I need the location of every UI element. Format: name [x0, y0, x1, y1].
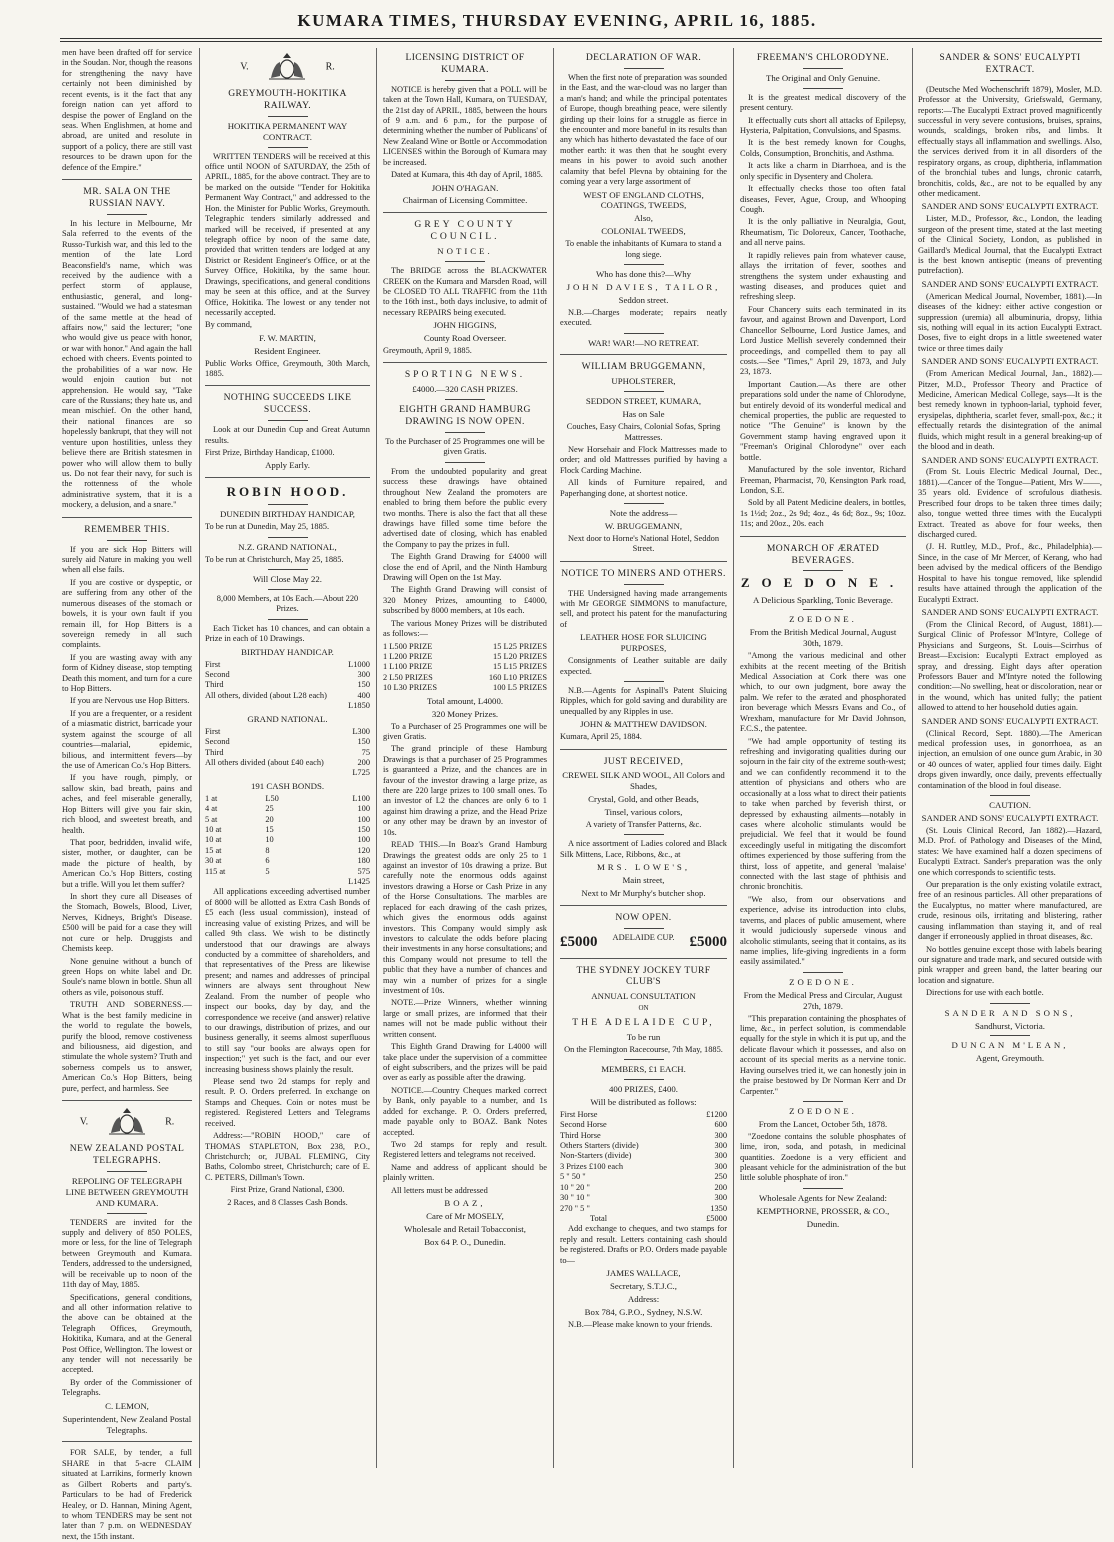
column-1	[62, 48, 192, 1541]
ad-title: ROBIN HOOD.	[226, 484, 349, 500]
notice-subtitle: HOKITIKA PERMANENT WAY CONTRACT.	[227, 120, 348, 142]
header-rule-2	[60, 41, 1102, 42]
signature: JOHN HIGGINS,	[433, 320, 497, 331]
table-row: 1 L500 PRIZE 15 L25 PRIZES	[383, 641, 547, 651]
column-4: DECLARATION OF WAR. When the first note of preparation was sounded in the East, and the war-cloud was no larger than a man's hand; and while the principal potentates of Europe, though breathing peace, were silently girding up their loins for a struggle as fierce in the encounter and more baneful in its results than any which has hitherto devastated the face of our mother earth: it was then that he sought every means in his power to avoid such another calamity that befel Plevna by obtaining for the coming year a very large assortment of WEST OF ENGLAND CLOTHS, COATINGS, TWEEDS, Also, COLONIAL TWEEDS, To enable the inhabitants of Kumara to stand a long siege. Who has done this?—Why JOHN DAVIES, TAILOR, Seddon street. N.B.—Charges moderate; repairs neatly executed. WAR! WAR!—NO RETREAT. WILLIAM BRUGGEMANN, UPHOLSTERER, SEDDON STREET, KUMARA, Has on Sale Couches, Easy Chairs, Colonial Sofas, Spring Mattresses. New Horsehair and Flock Mattresses made to order; and old Mattresses purified by having a Flock Carding Machine. All kinds of Furniture repaired, and Paperhanging done, at shortest notice. Note the address— W. BRUGGEMANN, Next door to Horne's National Hotel, Seddon Street. NOTICE TO MINERS AND OTHERS. THE Undersigned having made arrangements with Mr GEORGE SIMMONS to manufacture, sell, and protect his patent for the manufacturing of LEATHER HOSE FOR SLUICING PURPOSES, Consignments of Leather suitable are daily expected. N.B.—Agents for Aspinall's Patent Sluicing Ripples, which for gold saving and durability are unequalled by any Ripples in use. JOHN & MATTHEW DAVIDSON. Kumara, April 25, 1884. JUST RECEIVED, CREWEL SILK AND WOOL, All Colors and Shades, Crystal, Gold, and other Beads, Tinsel, various colors, A variety of Transfer Patterns, &c. A nice assortment of Ladies colored and Black Silk Mittens, Lace, Ribbons, &c., at MRS. LOWE'S, Main street, Next to Mr Murphy's butcher shop. NOW OPEN. £5000 ADELAIDE CUP. £5000 THE SYDNEY JOCKEY TURF CLUB'S ANNUAL CONSULTATION ON THE ADELAIDE CUP, To be run On the Flemington Racecourse, 7th May, 1885. MEMBERS, £1 EACH. 400 PRIZES, £400. Will be distributed as follows: First Horse £1200 Second Horse 600 Third Horse 300 Others Starters (divide) 300 Non-Starters (divide) 300 3 Prizes £100 each 300 5 " 50 " 250 10 " 20 " 200 30 " 10 " 300 270 " 5 " 1350 Total £5000 Add exchange to cheques, and two stamps for reply and result. Letters containing cash should be registered. Drafts or P.O. Orders made payable to— JAMES WALLACE, Secretary, S.T.J.C., Address: Box 784, G.P.O., Sydney, N.S.W. N.B.—Please make known to your friends.	[560, 52, 727, 1329]
cash-bonds-table	[205, 794, 370, 888]
table-row: Third 75	[205, 747, 370, 757]
table-row: Non-Starters (divide) 300	[560, 1151, 727, 1161]
table-row: 5 at 20 100	[205, 814, 370, 824]
notice-body: TENDERS are invited for the supply and delivery of 850 POLES, more or less, for the line of Telegraph between Greymouth and Kumara. Tenders, addressed to the undersigned, will be receivable up to noon of the 11th day of May, 1885.	[62, 1217, 192, 1290]
ad-paragraph: TRUTH AND SOBERNESS.—What is the best family medicine in the world to regulate the bowels, purify the blood, remove costiveness and biliousness, aid digestion, and stimulate the whole system? Truth and soberness compels us to answer, American Co.'s Hop Bitters, being pure, perfect, and harmless. See	[62, 1000, 192, 1093]
table-row: 270 " 5 " 1350	[560, 1203, 727, 1213]
notice-title: LICENSING DISTRICT OF KUMARA.	[405, 52, 525, 75]
ad-paragraph: In short they cure all Diseases of the Stomach, Bowels, Blood, Liver, Nerves, Kidneys, Bright's Disease. £500 will be paid for a case they will not cure or help. Druggists and Chemists keep.	[62, 892, 192, 954]
column-divider	[733, 48, 734, 1468]
table-row: 10 " 20 " 200	[560, 1182, 727, 1192]
table-row: 30 " 10 " 300	[560, 1193, 727, 1203]
ad-title: SANDER & SONS' EUCALYPTI EXTRACT.	[939, 52, 1081, 75]
table-row: 1 L100 PRIZE 15 L15 PRIZES	[383, 662, 547, 672]
zoedone-banner: ZOEDONE.	[740, 575, 906, 591]
royal-crest: V. R.	[62, 1107, 192, 1137]
ad-paragraph: If you are wasting away with any form of Kidney disease, stop tempting Death this moment, and turn for a cure to Hop Bitters.	[62, 652, 192, 694]
royal-crest: V. R.	[205, 52, 370, 82]
table-total: L725	[352, 768, 370, 778]
table-row: Second 150	[205, 737, 370, 747]
table-heading: GRAND NATIONAL.	[247, 713, 328, 724]
royal-arms-icon	[105, 1107, 149, 1137]
notice-body: By order of the Commissioner of Telegraphs.	[62, 1377, 192, 1398]
table-heading: 191 CASH BONDS.	[250, 780, 325, 791]
ad-paragraph: None genuine without a bunch of green Hops on white label and Dr. Soule's name blown in bottle. Shun all others as vile, poisonous stuff.	[62, 956, 192, 997]
ad-title: SPORTING NEWS.	[404, 369, 526, 381]
notice-body: Specifications, general conditions, and all other information relative to the above can be obtained at the Telegraph Offices, Greymouth, Hokitika, Kumara, and at the General Post Office, Wellington. The lowest or any tender will not necessarily be accepted.	[62, 1292, 192, 1375]
column-divider	[553, 48, 554, 1468]
advertiser-name: MRS. LOWE'S,	[596, 862, 691, 873]
column-3: LICENSING DISTRICT OF KUMARA. NOTICE is hereby given that a POLL will be taken at the Town Hall, Kumara, on TUESDAY, the 21st day of APRIL, 1885, between the hours of 9 a.m. and 6 p.m., for the purpose of determining whether the number of Publicans' of New Zealand Wine or Bottle or Accommodation LICENSES within the Borough of Kumara may be increased. Dated at Kumara, this 4th day of April, 1885. JOHN O'HAGAN. Chairman of Licensing Committee. GREY COUNTY COUNCIL. NOTICE. The BRIDGE across the BLACKWATER CREEK on the Kumara and Marsden Road, will be CLOSED TO ALL TRAFFIC from the 11th to the 16th inst., both days inclusive, to admit of necessary REPAIRS being executed. JOHN HIGGINS, County Road Overseer. Greymouth, April 9, 1885. SPORTING NEWS. £4000.—320 CASH PRIZES. EIGHTH GRAND HAMBURG DRAWING IS NOW OPEN. To the Purchaser of 25 Programmes one will be given Gratis. From the undoubted popularity and great success these drawings have obtained throughout New Zealand the promoters are enabled to bring them before the public every two months. There is also the fact that all these drawings have filled some time before the advertised date of closing, which has enabled the Company to pay the prizes in full. The Eighth Grand Drawing for £4000 will close the end of April, and the Ninth Hamburg Drawing will Open on the 1st May. The Eighth Grand Drawing will consist of 320 Money Prizes, amounting to £4000, subscribed by 8000 members, at 10s each. The various Money Prizes will be distributed as follows:— 1 L500 PRIZE 15 L25 PRIZES 1 L200 PRIZE 15 L20 PRIZES 1 L100 PRIZE 15 L15 PRIZES 2 L50 PRIZES 160 L10 PRIZES 10 L30 PRIZES 100 L5 PRIZES Total amount, L4000. 320 Money Prizes. To a Purchaser of 25 Programmes one will be given Gratis. The grand principle of these Hamburg Drawings is that a purchaser of 25 Programmes is guaranteed a Prize, and the chances are in favour of the investor drawing a large prize, as there are 220 large prizes to 100 small ones. To an investor of L2 the chances are only 6 to 1 against him drawing a prize, and the Head Prize or any other may be drawn by an investor of 10s. READ THIS.—In Boaz's Grand Hamburg Drawings the greatest odds are only 25 to 1 against an investor of 10s drawing a prize. But carefully note the enormous odds against investors drawing a Horse or Cash Prize in any of the Horse Consultations. The marbles are replaced for each drawing of the cash prizes, which gives the enormous odds against investors. This Company would simply ask investors to calculate the odds before placing their investments in any horse consultations; and this Company would not presume to tell the public that they have a number of chances and may win a number of prizes for a single investment of 10s. NOTE.—Prize Winners, whether winning large or small prizes, are informed that their names will not be made public without their written consent. This Eighth Grand Drawing for L4000 will take place under the supervision of a committee of eight subscribers, and the prizes will be paid over as early as possible after the drawing. NOTICE.—Country Cheques marked correct by Bank, only payable to a number, and 1s added for exchange. P. O. Orders preferred, made payable only to BOAZ. Bank Notes accepted. Two 2d stamps for reply and result. Registered letters and telegrams not received. Name and address of applicant should be plainly written. All letters must be addressed BOAZ, Care of Mr MOSELY, Wholesale and Retail Tobacconist, Box 64 P. O., Dunedin.	[383, 52, 547, 1247]
signature: JOHN & MATTHEW DAVIDSON.	[580, 719, 707, 730]
table-row: Second 300	[205, 670, 370, 680]
table-total: L1425	[348, 877, 370, 887]
table-total: Total £5000	[590, 1214, 727, 1224]
ad-title: WILLIAM BRUGGEMANN,	[581, 361, 706, 373]
ad-paragraph: If you are Nervous use Hop Bitters.	[70, 696, 190, 706]
table-row: First L1000	[205, 659, 370, 669]
ad-title: NOTHING SUCCEEDS LIKE SUCCESS.	[223, 392, 352, 416]
table-heading: BIRTHDAY HANDICAP.	[241, 646, 334, 657]
article-title: MR. SALA ON THE RUSSIAN NAVY.	[83, 186, 171, 209]
table-row: Third Horse 300	[560, 1130, 727, 1140]
royal-arms-icon	[265, 52, 309, 82]
column-2: V. R. GREYMOUTH-HOKITIKA RAILWAY. HOKITIKA PERMANENT WAY CONTRACT. WRITTEN TENDERS will be received at this office until NOON of SATURDAY, the 25th of APRIL, 1885, for the above contract. They are to be marked on the outside "Tender for Hokitika Permanent Way Contract," and addressed to the Hon. the Minister for Public Works, Greymouth. Telegraphic tenders similarly addressed and marked will be received, if presented at any telegraph office by noon of the same date, provided that written tenders are lodged at any District or Resident Engineer's Office, or at the Survey Office, Hokitika, by the same hour. Drawings, specifications, and general conditions may be seen at this office, and at the Survey Office, Hokitika. The lowest or any tender not necessarily accepted. By command, F. W. MARTIN, Resident Engineer. Public Works Office, Greymouth, 30th March, 1885. NOTHING SUCCEEDS LIKE SUCCESS. Look at our Dunedin Cup and Great Autumn results. First Prize, Birthday Handicap, £1000. Apply Early. ROBIN HOOD. DUNEDIN BIRTHDAY HANDICAP, To be run at Dunedin, May 25, 1885. N.Z. GRAND NATIONAL, To be run at Christchurch, May 25, 1885. Will Close May 22. 8,000 Members, at 10s Each.—About 220 Prizes. Each Ticket has 10 chances, and can obtain a Prize in each of 10 Drawings. BIRTHDAY HANDICAP. First L1000 Second 300 Third 150 All others, divided (about L28 each) 400 L1850 GRAND NATIONAL. First L300 Second 150 Third 75 All others divided (about £40 each) 200 L725 191 CASH BONDS. 1 at L50 L100 4 at 25 100 5 at 20 100 10 at 15 150 10 at 10 100 15 at 8 120 30 at 6 180 115 at 5 575 L1425 All applications exceeding advertised number of 8000 will be allotted as Extra Cash Bonds of £5 each (less usual commission), instead of increasing value of existing Prizes, and will be called 9th class. We wish to be distinctly understood that our drawings are always conducted by a committee of shareholders, and that representatives of the Press are likewise present; and names and addresses of principal winners are always sent throughout New Zealand. From the number of people who inspect our books, day by day, and the correspondence we receive (and answer) relative to our drawings, distribution of prizes, and our business generally, it seems almost superfluous to still say "our books are always open for inspection;" yet such is the fact, and our ever increasing business shows plainly the result. Please send two 2d stamps for reply and result. P. O. Orders preferred. In exchange on Stamps and Cheques. Coin or notes must be registered. Registered Letters and Telegrams received. Address:—"ROBIN HOOD," care of THOMAS STAPLETON, Box 238, P.O., Christchurch; or, JUBAL FLEMING, City Baths, Colombo street, Christchurch; care of E. C. PETERS, Dillman's Town. First Prize, Grand National, £300. 2 Races, and 8 Classes Cash Bonds.	[205, 48, 370, 1468]
article-body: In his lecture in Melbourne, Mr Sala referred to the events of the Russo-Turkish war, and this led to the mention of the late Lord Beaconsfield's name, which was received by the audience with a perfect storm of applause, enthusiastic, general, and long-sustained. "Would we had a statesman of the same mettle at the head of affairs now," said the lecturer; "one who would give us peace with honor, or war with honor." And again the hall echoed with cheers. Events pointed to the probabilities of a war now. He would enjoin caution but not apprehension. He would say, "Take care of the Russians; they hate us, and mean mischief. On the other hand, their national finances are so hopelessly bankrupt, that they will not venture upon hostilities, unless they believe there are British statesmen in power who will allow them to bully us. Do not fear their navy, for such is the rottenness of the whole administrative system, that it is a mockery, a delusion, and a snare."	[62, 218, 192, 510]
header-rule	[60, 38, 1102, 39]
table-row: Second Horse 600	[560, 1120, 727, 1130]
column-divider	[199, 48, 200, 1468]
grand-national-table	[205, 727, 370, 779]
table-row: First Horse £1200	[560, 1109, 727, 1119]
notice-subtitle: REPOLING OF TELEGRAPH LINE BETWEEN GREYMOUTH AND KUMARA.	[65, 1175, 189, 1208]
ad-title: JUST RECEIVED,	[603, 755, 684, 767]
birthday-prize-table	[205, 660, 370, 712]
column-divider	[376, 48, 377, 1468]
money-prize-table	[383, 642, 547, 694]
advertiser-name: JOHN DAVIES, TAILOR,	[566, 281, 721, 292]
column-6: SANDER & SONS' EUCALYPTI EXTRACT. (Deutsche Med Wochenschrift 1879), Mosler, M.D. Professor at the University, Griefswald, Germany, reports:—The Eucalypti Extract proved magnificently successful in very severe contusions, bruises, sprains, wounds, scaldings, broken ribs, and limbs. It effectually stays all inflammation and swellings. Also, the services derived from it in all disorders of the respiratory organs, as croup, diphtheria, inflammation of the bronchial tubes and lungs, chronic catarrh, bronchitis, colds, &c., are not to be equalled by any other medicament. SANDER AND SONS' EUCALYPTI EXTRACT. Lister, M.D., Professor, &c., London, the leading surgeon of the present time, stated at the last meeting of the Clinical Society, London, as published in Gaillard's Medical Journal, that the Eucalypti Extract is the best known antiseptic (means of preventing putrefaction). SANDER AND SONS' EUCALYPTI EXTRACT. (American Medical Journal, November, 1881).—In diseases of the kidney: either active congestion or suppression (uremia) all albuminuria, dropsy, lithia sis, nothing will equal in its action Eucalypti Extract. Doses, five to eight drops in a little sweetened water twice or three times daily SANDER AND SONS' EUCALYPTI EXTRACT. (From American Medical Journal, Jan., 1882).—Pitzer, M.D., Professor Theory and Practice of Medicine, American Medical College, says—It is the best remedy known in typhoon-larial, typhoid fever, erysipelas, diphtheria, scarlet fever, small-pox, &c.; it effectually retards the disintegration of the animal fluids, which might result in a general breaking-up of the blood and in death. SANDER AND SONS' EUCALYPTI EXTRACT. (From St. Louis Electric Medical Journal, Dec., 1881).—Cancer of the Tongue—Patient, Mrs W——, 35 years old. Evidence of scrofulous diathesis. Prescribed four drops to be taken three times daily; also, tongue wetted three times with the Eucalypti Extract. Treated as above for four weeks, then discharged cured. (J. H. Ruttley, M.D., Prof., &c., Philadelphia).—Since, in the case of Mr Mercer, of Kerang, who had been advised by the medical officers of the Bendigo Hospital to have his tongue removed, like splendid results have attained through the application of the Eucalypti Extract. SANDER AND SONS' EUCALYPTI EXTRACT. (From the Clinical Record, of August, 1881).—Surgical Clinic of Professor M'Intyre, College of Physicians and Surgeons, St. Louis—Scirrhus of Breast—Excision: Eucalypti Extract employed as spray, and dressing. Eight days after operation Professors Bauer and M'Intyre noted the following condition:—No swelling, heat or discoloration, near or in the wound, which has united fully; the patient allowed to attend to her household duties again. SANDER AND SONS' EUCALYPTI EXTRACT. (Clinical Record, Sept. 1880).—The American medical profession uses, in gonorrhoea, as an injection, an emulsion of one ounce gum Arabic, in 30 or 40 ounces of water, applied four times daily. Eight drops given inwardly, once daily, prevents effectually contamination of the blood in foul disease. CAUTION. SANDER AND SONS' EUCALYPTI EXTRACT. (St. Louis Clinical Record, Jan 1882).—Hazard, M.D. Prof. of Pathology and Diseases of the Mind, states: We have examined half a dozen specimens of Eucalypti Extract. Sander's preparation was the only one which corresponds to scientific tests. Our preparation is the only existing volatile extract, free of an resinous particles. All other preparations of the Eucalyptus, no matter where manufactured, are crude, resinous oils, irritating and blistering, rather causing inflammation than staying it, and of real danger if erroneously applied in throat diseases, &c. No bottles genuine except those with labels bearing our signature and trade mark, and secured outside with pink wrapper and green band, the latter bearing our location and signature. Directions for use with each bottle. SANDER AND SONS, Sandhurst, Victoria. DUNCAN M'LEAN, Agent, Greymouth.	[918, 52, 1102, 1064]
table-row: First L300	[205, 726, 370, 736]
signature: BOAZ,	[444, 1198, 486, 1209]
table-row: 4 at 25 100	[205, 804, 370, 814]
table-row: 5 " 50 " 250	[560, 1172, 727, 1182]
signature: KEMPTHORNE, PROSSER, & CO.,	[756, 1205, 890, 1216]
table-row: All others divided (about £40 each) 200	[205, 757, 370, 767]
notice-title: NOTICE TO MINERS AND OTHERS.	[561, 567, 726, 579]
notice-body: WRITTEN TENDERS will be received at this office until NOON of SATURDAY, the 25th of APRIL, 1885, for the above contract. They are to be marked on the outside "Tender for Hokitika Permanent Way Contract," and addressed to the Hon. the Minister for Public Works, Greymouth. Telegraphic tenders similarly addressed and marked will be received, if presented at any telegraph office by noon of the same date, provided that written tenders are lodged at any District or Resident Engineer's Office, or at the Survey Office, Hokitika, by the same hour. Drawings, specifications, and general conditions may be seen at this office, and at the Survey Office, Hokitika. The lowest or any tender not necessarily accepted.	[205, 151, 370, 317]
table-row: 10 at 15 150	[205, 824, 370, 834]
notice-title: GREYMOUTH-HOKITIKA RAILWAY.	[228, 88, 347, 111]
signature-title: Superintendent, New Zealand Postal Telegraphs.	[62, 1413, 192, 1435]
ad-title: MONARCH OF ÆRATED BEVERAGES.	[766, 542, 880, 566]
table-row: 2 L50 PRIZES 160 L10 PRIZES	[383, 672, 547, 682]
ad-paragraph: If you have rough, pimply, or sallow skin, bad breath, pains and aches, and feel miserable generally, Hop Bitters will give you fair skin, rich blood, and sweetest breath, and health.	[62, 773, 192, 835]
table-row: 1 at L50 L100	[205, 793, 370, 803]
table-row: 3 Prizes £100 each 300	[560, 1161, 727, 1171]
ad-paragraph: If you are a frequenter, or a resident of a miasmatic district, barricade your system against the scourge of all countries—malarial, epidemic, bilious, and intermittent fevers—by the use of American Co.'s Hop Bitters.	[62, 708, 192, 770]
cup-prize-table	[560, 1110, 727, 1225]
table-row: 15 at 8 120	[205, 845, 370, 855]
article-continuation: men have been drafted off for service in the Soudan. Nor, though the reasons for strengthening the navy have certainly not been diminished by recent events, is it the fact that any foreign nation can yet afford to despise the power of England on the seas. When Englishmen, at home and abroad, are united and resolute in support of a policy, there are still vast resources to be drawn upon for the defence of the Empire."	[62, 48, 192, 172]
ad-title: DECLARATION OF WAR.	[585, 52, 702, 63]
ad-paragraph: If you are costive or dyspeptic, or are suffering from any other of the numerous diseases of the stomach or bowels, it is your own fault if you remain ill, for Hop Bitters is a sovereign remedy in all such complaints.	[62, 577, 192, 650]
table-row: All others, divided (about L28 each) 400	[205, 690, 370, 700]
signature: C. LEMON,	[105, 1400, 149, 1411]
signature: JOHN O'HAGAN.	[431, 182, 499, 193]
signature: F. W. MARTIN,	[259, 332, 316, 343]
table-row: Others Starters (divide) 300	[560, 1141, 727, 1151]
masthead	[0, 0, 1114, 40]
notice-title: GREY COUNTY COUNCIL.	[414, 219, 516, 243]
table-row: Third 150	[205, 680, 370, 690]
advertiser-name: W. BRUGGEMANN,	[604, 520, 683, 531]
signature: DUNCAN M'LEAN,	[951, 1040, 1069, 1051]
for-sale-notice: FOR SALE, by tender, a full SHARE in that 5-acre CLAIM situated at Larrikins, formerly known as Gilbert Roberts and party's. Particulars to be had of Frederick Healey, or D. Hannan, Mining Agent, to whom TENDERS may be sent not later than 7 p.m. on WEDNESDAY next, the 15th instant.	[62, 1448, 192, 1541]
ad-paragraph: That poor, bedridden, invalid wife, sister, mother, or daughter, can be made the picture of health, by American Co.'s Hop Bitters, costing but a trifle. Will you let them suffer?	[62, 837, 192, 889]
ad-title: NOW OPEN.	[615, 912, 672, 924]
column-5: FREEMAN'S CHLORODYNE. The Original and Only Genuine. It is the greatest medical discovery of the present century. It effectually cuts short all attacks of Epilepsy, Hysteria, Palpitation, Convulsions, and Spasms. It is the best remedy known for Coughs, Colds, Consumption, Bronchitis, and Asthma. It acts like a charm in Diarrhoea, and is the only specific in Dysentery and Cholera. It effectually checks those too often fatal diseases, Fever, Ague, Croup, and Whooping Cough. It is the only palliative in Neuralgia, Gout, Rheumatism, Tic Doloreux, Cancer, Toothache, and all nerve pains. It rapidly relieves pain from whatever cause, allays the irritation of fever, soothes and strengthens the system under exhausting and wasting diseases, and produces quiet and refreshing sleep. Four Chancery suits each terminated in its favour, and against Brown and Davenport, Lord Chancellor Selbourne, Lord Justice James, and Lord Justice Mellish severely condemned their proceedings, and compelled them to pay all costs.—See "Times," April 29, 1873, and July 23, 1873. Important Caution.—As there are other preparations sold under the name of Chlorodyne, but entirely devoid of its wonderful medical and chemical properties, the public are requested to notice "The Genuine" is known by the Government stamp having engraved upon it "Freeman's Original Chlorodyne" over each bottle. Manufactured by the sole inventor, Richard Freeman, Pharmacist, 70, Kensington Park road, London, S.E. Sold by all Patent Medicine dealers, in bottles, 1s 1½d; 2oz., 2s 9d; 4oz., 4s 6d; 8oz., 9s; 10oz. 11s; and 20oz., 20s. each MONARCH OF ÆRATED BEVERAGES. ZOEDONE. A Delicious Sparkling, Tonic Beverage. ZOEDONE. From the British Medical Journal, August 30th, 1879. "Among the various medicinal and other exhibits at the recent meeting of the British Medical Association at Cork there was one which, to our own judgment, bore away the palm. We refer to the ærated and phosphorated iron beverage which Messrs Evans and Co., of Wrexham, manufacture for Mr David Johnson, F.C.S., the patentee. "We had ample opportunity of testing its refreshing and invigorating qualities during our sojourn in the fair city of the extreme south-west; and we can confidently recommend it to the attention of physicians and others who are occasionally at a loss what to direct their patients to take when parched by feverish thirst, or depressed by exhausting ailments—notably in cases where alcoholic stimulants would be prejudicial. We feel that it would be found exceedingly useful in mitigating the discomfort oftimes experienced by those suffering from the thirst, loss of appetite, and general 'malaise' connected with the last stage of phthisis and chronic bronchitis. "We also, from our observations and experience, advise its introduction into clubs, taverns, and places of public amusement, where it would judiciously supersede vinous and alcoholic stimulants, seeing that it contains, as its name implies, life-giving ingredients in a form easily assimilated." ZOEDONE. From the Medical Press and Circular, August 27th, 1879. "This preparation containing the phosphates of lime, &c., in perfect solution, is commendable equally for the style in which it is put up, and the delicate flavour which it possesses, and also on account of its special merits as a nervine tonic. Having ourselves tried it, we can honestly join in the praise bestowed by Dr Norman Kerr and Dr Carpenter." ZOEDONE. From the Lancet, October 5th, 1878. "Zoedone contains the soluble phosphates of lime, iron, soda, and potash, in medicinal quantities. Zoedone is a very efficient and pleasant vehicle for the administration of the but little soluble phosphate of iron." Wholesale Agents for New Zealand: KEMPTHORNE, PROSSER, & CO., Dunedin.	[740, 52, 906, 1229]
table-row: 115 at 5 575	[205, 866, 370, 876]
table-row: 1 L200 PRIZE 15 L20 PRIZES	[383, 652, 547, 662]
table-row: 10 L30 PRIZES 100 L5 PRIZES	[383, 683, 547, 693]
column-divider	[912, 48, 913, 1468]
signature: JAMES WALLACE,	[606, 1268, 681, 1279]
notice-title: NEW ZEALAND POSTAL TELEGRAPHS.	[69, 1143, 185, 1166]
table-row: 10 at 10 100	[205, 835, 370, 845]
ad-title: REMEMBER THIS.	[84, 523, 170, 535]
cup-banner: £5000 ADELAIDE CUP. £5000	[560, 932, 727, 950]
ad-paragraph: If you are sick Hop Bitters will surely aid Nature in making you well when all else fails.	[62, 544, 192, 575]
newspaper-header: KUMARA TIMES, THURSDAY EVENING, APRIL 16, 1885.	[297, 11, 817, 30]
ad-title: FREEMAN'S CHLORODYNE.	[756, 52, 890, 63]
table-row: 30 at 6 180	[205, 856, 370, 866]
table-total: L1850	[348, 701, 370, 711]
signature: SANDER AND SONS,	[944, 1007, 1076, 1018]
